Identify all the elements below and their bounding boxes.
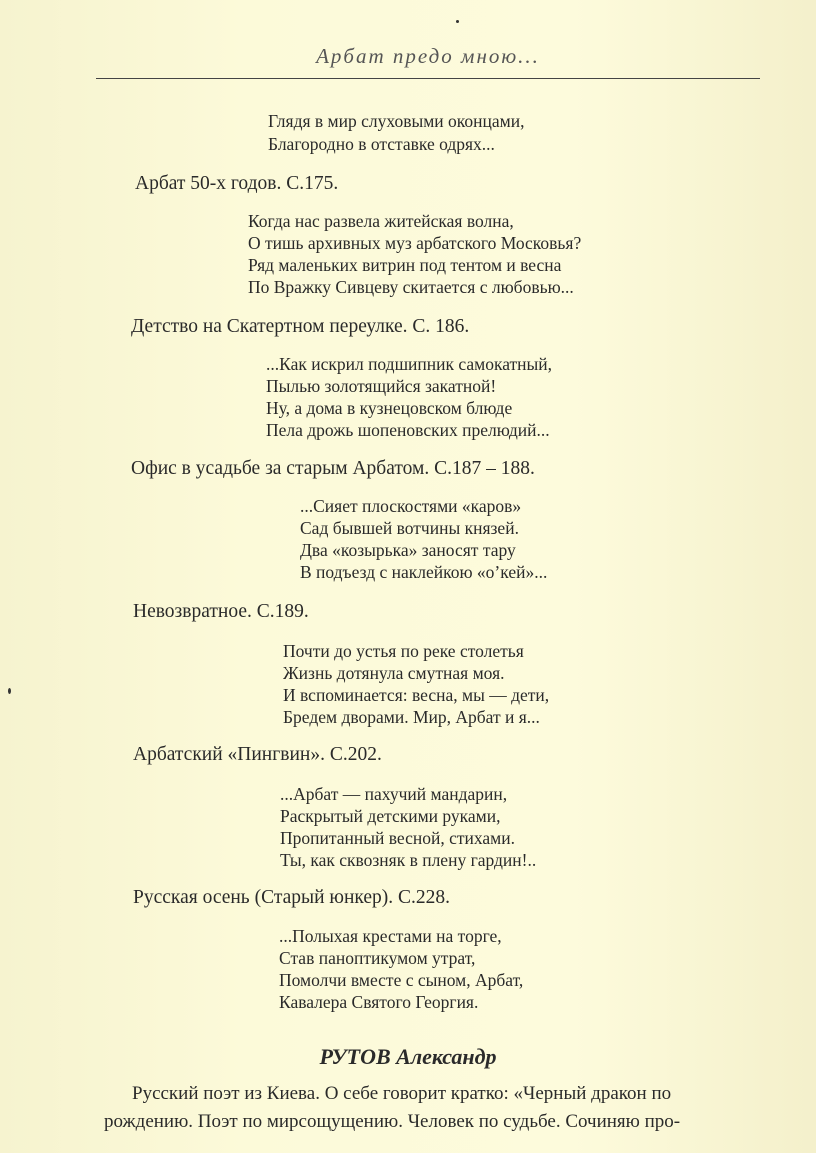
- print-speck: [8, 688, 11, 694]
- poem-line: ...Сияет плоскостями «каров»: [300, 496, 522, 516]
- section-heading: Детство на Скатертном переулке. С. 186.: [131, 316, 470, 337]
- poem-line: Помолчи вместе с сыном, Арбат,: [279, 970, 524, 990]
- poem-line: Два «козырька» заносят тару: [300, 540, 516, 560]
- poem-line: Ряд маленьких витрин под тентом и весна: [248, 255, 562, 275]
- poem-line: Когда нас развела житейская волна,: [248, 211, 514, 231]
- poem-line: Благородно в отставке одрях...: [268, 134, 495, 154]
- poem-line: ...Полыхая крестами на торге,: [279, 926, 502, 946]
- poem-line: Ну, а дома в кузнецовском блюде: [266, 398, 513, 418]
- poem-line: Ты, как сквозняк в плену гардин!..: [280, 850, 537, 870]
- poem-line: По Вражку Сивцеву скитается с любовью...: [248, 277, 574, 297]
- poem-line: Бредем дворами. Мир, Арбат и я...: [283, 707, 540, 727]
- poem-line: О тишь архивных муз арбатского Московья?: [248, 233, 582, 253]
- header-rule: [96, 78, 760, 79]
- poem-line: Став паноптикумом утрат,: [279, 948, 476, 968]
- poem-line: Раскрытый детскими руками,: [280, 806, 501, 826]
- author-bio-line: Русский поэт из Киева. О себе говорит кратко: «Черный дракон по: [132, 1083, 672, 1104]
- poem-line: ...Арбат — пахучий мандарин,: [280, 784, 508, 804]
- print-speck: [456, 20, 459, 23]
- poem-line: Пропитанный весной, стихами.: [280, 828, 515, 848]
- section-heading: Невозвратное. С.189.: [133, 601, 309, 622]
- section-heading: Арбат 50-х годов. С.175.: [135, 173, 339, 194]
- poem-line: Почти до устья по реке столетья: [283, 641, 524, 661]
- author-bio-line: рождению. Поэт по мирсощущению. Человек по судьбе. Сочиняю про-: [104, 1111, 681, 1132]
- poem-line: Пела дрожь шопеновских прелюдий...: [266, 420, 550, 440]
- poem-line: Пылью золотящийся закатной!: [266, 376, 497, 396]
- author-name: РУТОВ Александр: [319, 1044, 497, 1069]
- poem-line: Сад бывшей вотчины князей.: [300, 518, 519, 538]
- poem-line: Жизнь дотянула смутная моя.: [283, 663, 505, 683]
- poem-line: ...Как искрил подшипник самокатный,: [266, 354, 553, 374]
- poem-line: Кавалера Святого Георгия.: [279, 992, 479, 1012]
- section-heading: Русская осень (Старый юнкер). С.228.: [133, 887, 451, 908]
- poem-line: В подъезд с наклейкою «о’кей»...: [300, 562, 548, 582]
- section-heading: Арбатский «Пингвин». С.202.: [133, 744, 382, 765]
- running-head: Арбат предо мною...: [316, 44, 540, 68]
- poem-line: И вспоминается: весна, мы — дети,: [283, 685, 550, 705]
- section-heading: Офис в усадьбе за старым Арбатом. С.187 – 188.: [131, 458, 535, 479]
- poem-line: Глядя в мир слуховыми оконцами,: [268, 111, 525, 131]
